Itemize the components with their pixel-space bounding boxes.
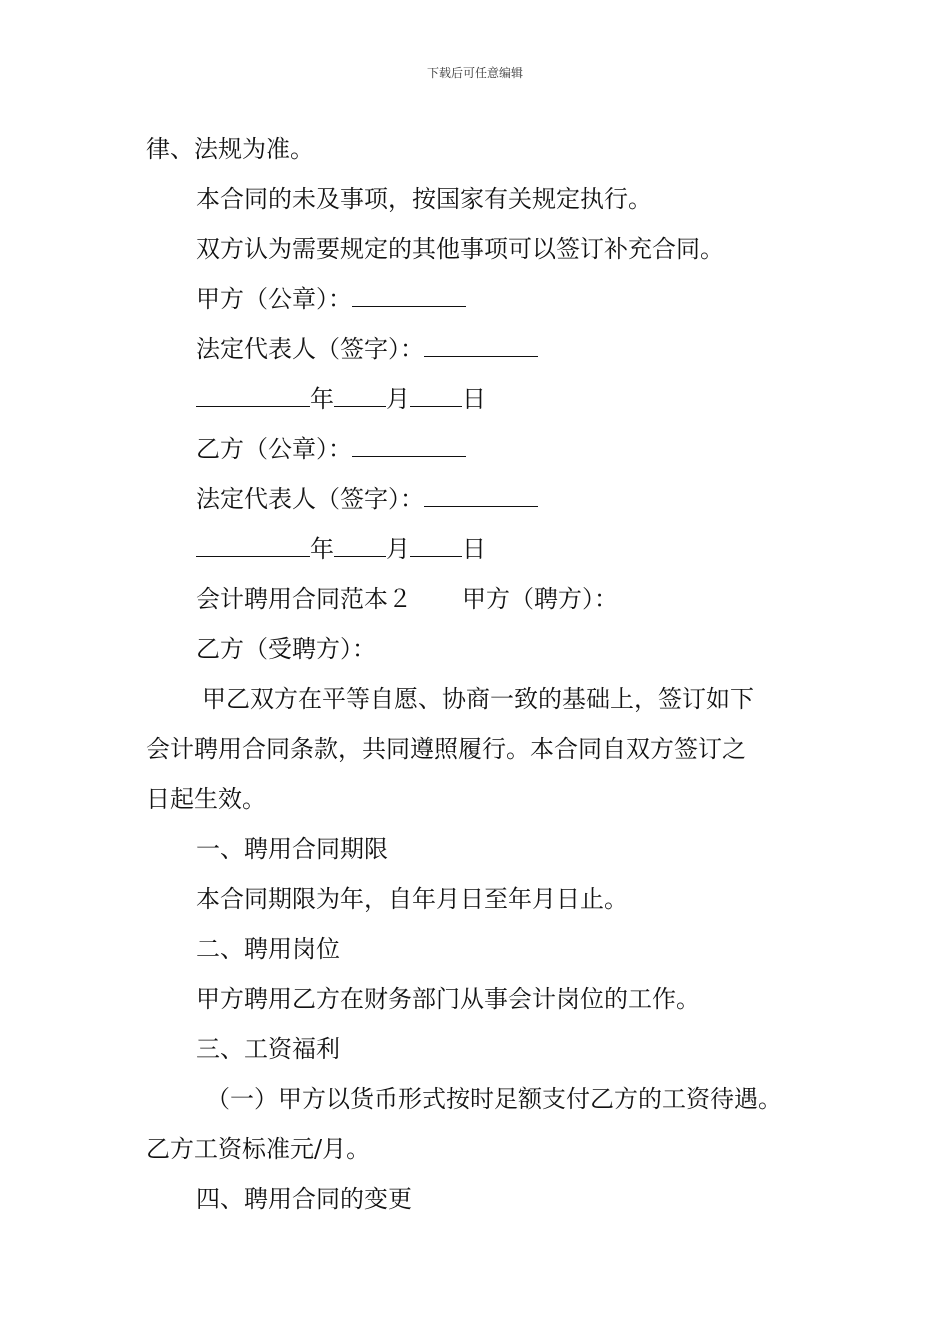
- party-b-rep-label: 法定代表人（签字）：: [196, 485, 424, 513]
- day-label: 日: [462, 385, 486, 413]
- year-label: 年: [310, 535, 334, 563]
- section-text: 本合同期限为年，自年月日至年月日止。: [196, 885, 628, 913]
- section-text: （一）甲方以货币形式按时足额支付乙方的工资待遇。: [206, 1085, 782, 1113]
- party-b-seal-line: [196, 434, 466, 464]
- month-blank: [334, 534, 386, 557]
- text-line: 本合同的未及事项，按国家有关规定执行。: [196, 185, 652, 213]
- signature-blank: [352, 434, 466, 457]
- month-label: 月: [386, 385, 410, 413]
- date-line-a: [196, 384, 486, 414]
- paragraph-line: 日起生效。: [146, 785, 266, 813]
- party-a-rep-line: [196, 334, 538, 364]
- day-blank: [410, 384, 462, 407]
- section-title: 一、聘用合同期限: [196, 835, 388, 863]
- employer-label: 甲方（聘方）：: [462, 585, 618, 613]
- employee-label: 乙方（受聘方）：: [196, 635, 376, 663]
- year-label: 年: [310, 385, 334, 413]
- day-blank: [410, 534, 462, 557]
- month-label: 月: [386, 535, 410, 563]
- party-b-seal-label: 乙方（公章）：: [196, 435, 352, 463]
- section-text: 甲方聘用乙方在财务部门从事会计岗位的工作。: [196, 985, 700, 1013]
- section-title: 四、聘用合同的变更: [196, 1185, 412, 1213]
- year-blank: [196, 534, 310, 557]
- signature-blank: [424, 484, 538, 507]
- section-text: 乙方工资标准元/月。: [146, 1135, 371, 1163]
- text-line: 律、法规为准。: [146, 135, 314, 163]
- signature-blank: [424, 334, 538, 357]
- paragraph-line: 甲乙双方在平等自愿、协商一致的基础上，签订如下: [202, 685, 754, 713]
- text-line: 双方认为需要规定的其他事项可以签订补充合同。: [196, 235, 724, 263]
- date-line-b: [196, 534, 486, 564]
- month-blank: [334, 384, 386, 407]
- signature-blank: [352, 284, 466, 307]
- day-label: 日: [462, 535, 486, 563]
- party-b-rep-line: [196, 484, 538, 514]
- paragraph-line: 会计聘用合同条款，共同遵照履行。本合同自双方签订之: [146, 735, 746, 763]
- sample-title-line: [196, 584, 618, 614]
- section-title: 三、工资福利: [196, 1035, 340, 1063]
- section-title: 二、聘用岗位: [196, 935, 340, 963]
- party-a-seal-label: 甲方（公章）：: [196, 285, 352, 313]
- party-a-seal-line: [196, 284, 466, 314]
- year-blank: [196, 384, 310, 407]
- sample-title: 会计聘用合同范本２: [196, 585, 412, 613]
- page-header-note: 下载后可任意编辑: [426, 66, 523, 80]
- party-a-rep-label: 法定代表人（签字）：: [196, 335, 424, 363]
